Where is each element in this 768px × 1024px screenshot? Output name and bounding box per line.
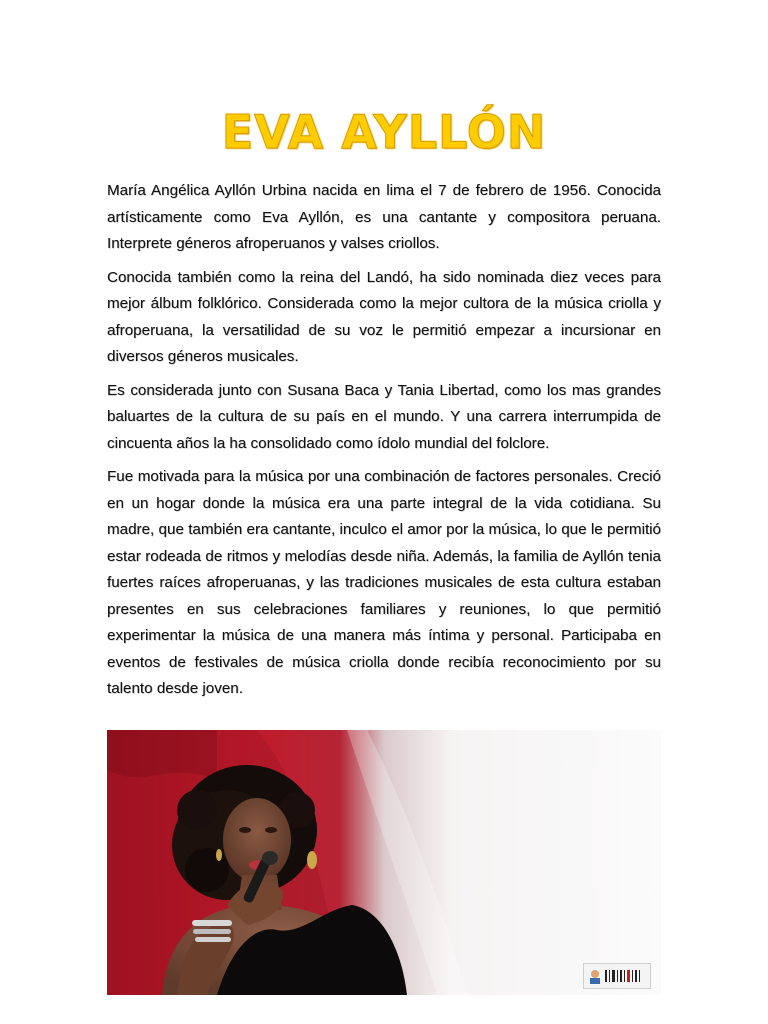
page-title: EVA AYLLÓN (221, 105, 547, 159)
paragraph-4: Fue motivada para la música por una combinación de factores personales. Creció en un hogar donde la música era una parte integral de la vida cotidiana. Su madre, que también era cantante, inculco el amor por la música, lo que le permitió estar rodeada de ritmos y melodías desde niña. Además, la familia de Ayllón tenia fuertes raíces afroperuanas, y las tradiciones musicales de esta cultura estaban presentes en sus celebraciones familiares y reuniones, lo que permitió experimentar la música de una manera más íntima y personal. Participaba en eventos de festivales de música criolla donde recibía reconocimiento por su talento desde joven. (107, 468, 661, 697)
paragraph-3: Es considerada junto con Susana Baca y Tania Libertad, como los mas grandes baluartes de la cultura de su país en el mundo. Y una carrera interrumpida de cincuenta años la ha consolidado como ídolo mundial del folclore. (107, 381, 661, 452)
singer-photo (107, 730, 661, 995)
watermark-logo (583, 963, 651, 989)
article-body (107, 178, 661, 710)
paragraph-2: Conocida también como la reina del Landó, ha sido nominada diez veces para mejor álbum folklórico. Considerada como la mejor cultora de la música criolla y afroperuana, la versatilidad de su voz le permitió empezar a incursionar en diversos géneros musicales. (107, 268, 661, 365)
paragraph-1: María Angélica Ayllón Urbina nacida en lima el 7 de febrero de 1956. Conocida artísticamente como Eva Ayllón, es una cantante y compositora peruana. Interprete géneros afroperuanos y valses criollos. (107, 182, 661, 252)
